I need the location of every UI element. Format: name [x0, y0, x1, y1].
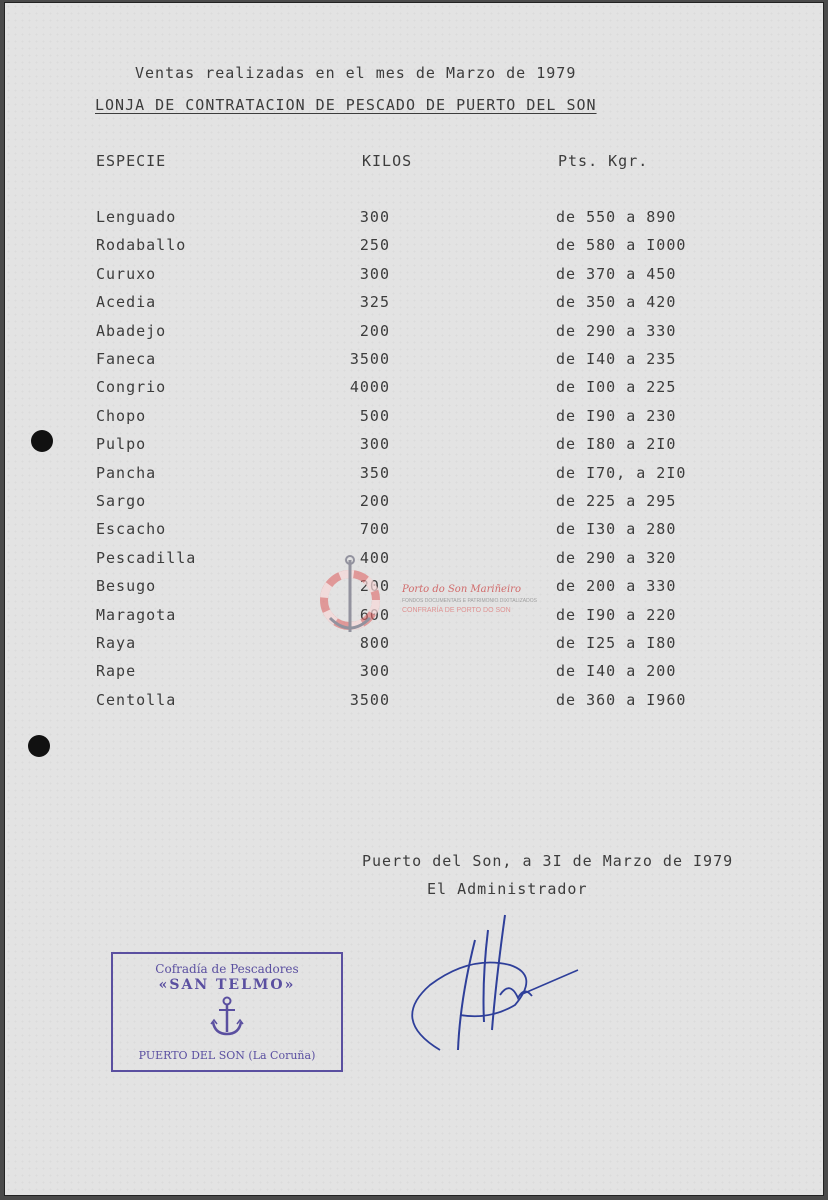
stamp-line3: PUERTO DEL SON (La Coruña)	[138, 1049, 316, 1062]
price-range-cell: de 370 a 450	[556, 264, 677, 283]
table-row	[0, 691, 828, 715]
species-cell: Rape	[96, 662, 137, 681]
place-date: Puerto del Son, a 3I de Marzo de I979	[362, 852, 734, 870]
kilos-cell: 200	[359, 492, 390, 510]
price-range-cell: de 550 a 890	[556, 208, 677, 226]
kilos-cell: 300	[359, 662, 390, 681]
species-cell: Acedia	[96, 293, 157, 312]
lifebuoy-anchor-icon	[316, 552, 396, 642]
kilos-cell: 400	[359, 548, 390, 567]
kilos-cell: 350	[359, 463, 390, 482]
price-range-cell: de 290 a 320	[556, 548, 677, 567]
kilos-cell: 500	[359, 406, 390, 425]
price-range-cell: de 580 a I000	[556, 236, 687, 255]
species-cell: Abadejo	[96, 321, 167, 340]
kilos-cell: 200	[359, 321, 390, 340]
species-cell: Pancha	[96, 463, 157, 482]
table-row	[0, 520, 828, 544]
handwritten-signature	[400, 910, 580, 1060]
kilos-cell: 3500	[349, 350, 390, 368]
table-row	[0, 236, 828, 260]
document-subtitle: LONJA DE CONTRATACION DE PESCADO DE PUERTO DEL SON	[95, 96, 597, 114]
table-row	[0, 265, 828, 289]
species-cell: Pescadilla	[96, 548, 197, 567]
table-row	[0, 492, 828, 516]
species-cell: Lenguado	[96, 208, 177, 226]
price-range-cell: de 200 a 330	[556, 577, 677, 596]
header-kilos: KILOS	[362, 152, 413, 170]
table-row	[0, 322, 828, 346]
watermark-title: Porto do Son Mariñeiro	[402, 584, 521, 595]
price-range-cell: de I90 a 220	[556, 605, 677, 624]
kilos-cell: 300	[359, 435, 390, 454]
species-cell: Besugo	[96, 577, 157, 596]
table-row	[0, 464, 828, 488]
stamp-line2: «SAN TELMO»	[158, 977, 296, 993]
table-row	[0, 407, 828, 431]
stamp-line1: Cofradía de Pescadores	[155, 962, 299, 976]
species-cell: Raya	[96, 634, 137, 652]
table-header	[0, 152, 828, 176]
kilos-cell: 200	[359, 577, 390, 596]
price-range-cell: de I25 a I80	[556, 634, 677, 652]
species-cell: Pulpo	[96, 435, 147, 454]
watermark-org: CONFRARÍA DE PORTO DO SON	[402, 607, 511, 614]
price-range-cell: de I30 a 280	[556, 520, 677, 539]
punch-hole	[28, 735, 50, 757]
anchor-icon	[209, 996, 245, 1038]
table-row	[0, 350, 828, 374]
document-title: Ventas realizadas en el mes de Marzo de 1979	[135, 64, 577, 82]
price-range-cell: de 360 a I960	[556, 690, 687, 709]
species-cell: Maragota	[96, 605, 177, 624]
species-cell: Sargo	[96, 492, 147, 510]
price-range-cell: de 350 a 420	[556, 293, 677, 312]
header-species: ESPECIE	[96, 152, 167, 170]
price-range-cell: de 225 a 295	[556, 492, 677, 510]
table-row	[0, 662, 828, 686]
species-cell: Faneca	[96, 350, 157, 368]
price-range-cell: de I90 a 230	[556, 406, 677, 425]
cofradia-stamp	[111, 952, 343, 1072]
signatory-title: El Administrador	[427, 880, 588, 898]
table-row	[0, 378, 828, 402]
price-range-cell: de I00 a 225	[556, 378, 677, 397]
kilos-cell: 800	[359, 634, 390, 652]
watermark-subtitle: FONDOS DOCUMENTAIS E PATRIMONIO DIXITALIZADOS	[402, 598, 537, 604]
table-row	[0, 293, 828, 317]
kilos-cell: 700	[359, 520, 390, 539]
kilos-cell: 300	[359, 264, 390, 283]
species-cell: Congrio	[96, 378, 167, 397]
price-range-cell: de I70, a 2I0	[556, 463, 687, 482]
price-range-cell: de I40 a 200	[556, 662, 677, 681]
kilos-cell: 4000	[349, 378, 390, 397]
kilos-cell: 300	[359, 208, 390, 226]
species-cell: Rodaballo	[96, 236, 187, 255]
species-cell: Escacho	[96, 520, 167, 539]
kilos-cell: 325	[359, 293, 390, 312]
kilos-cell: 250	[359, 236, 390, 255]
kilos-cell: 600	[359, 605, 390, 624]
kilos-cell: 3500	[349, 690, 390, 709]
archive-watermark	[316, 552, 537, 642]
price-range-cell: de 290 a 330	[556, 321, 677, 340]
price-range-cell: de I40 a 235	[556, 350, 677, 368]
price-range-cell: de I80 a 2I0	[556, 435, 677, 454]
species-cell: Centolla	[96, 690, 177, 709]
species-cell: Curuxo	[96, 264, 157, 283]
species-cell: Chopo	[96, 406, 147, 425]
table-row	[0, 208, 828, 232]
table-row	[0, 435, 828, 459]
header-price: Pts. Kgr.	[558, 152, 649, 170]
